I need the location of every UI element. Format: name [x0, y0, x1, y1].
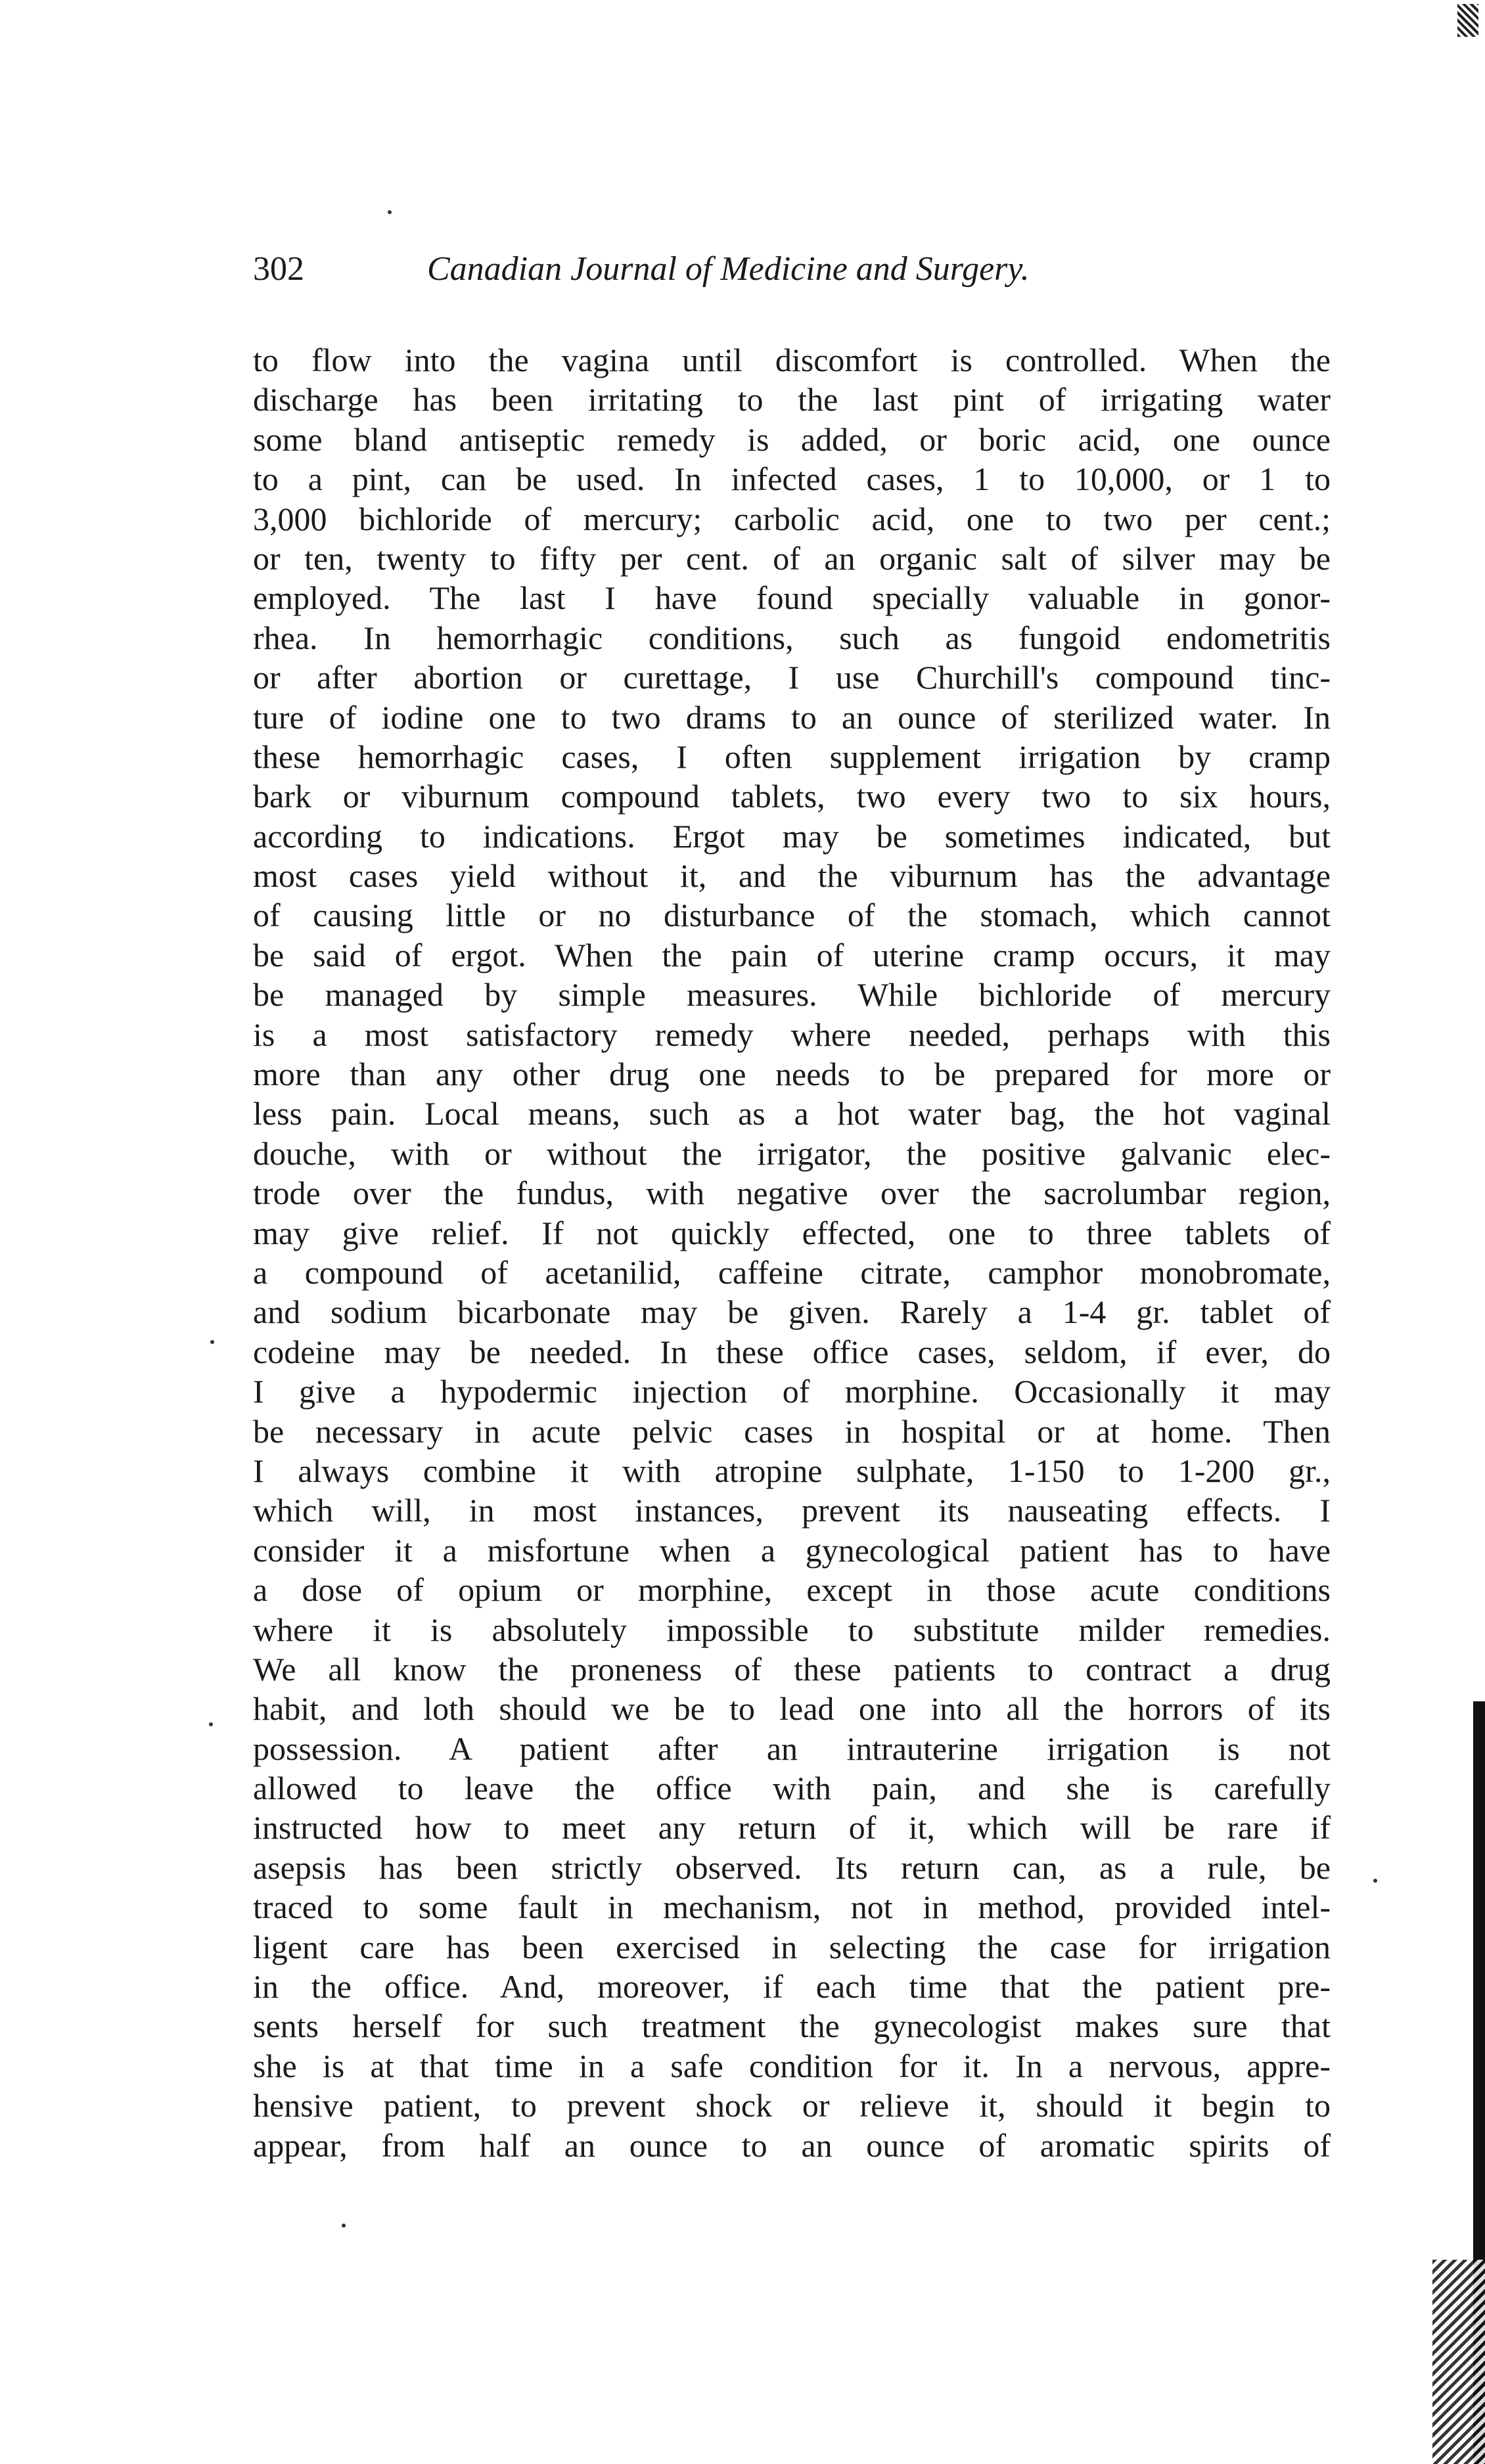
- text-line: instructed how to meet any return of it, which will be rare if: [253, 1809, 1331, 1847]
- text-line: according to indications. Ergot may be sometimes indicated, but: [253, 817, 1331, 855]
- text-line: We all know the proneness of these patients to contract a drug: [253, 1650, 1331, 1688]
- scan-speck: [388, 210, 392, 214]
- text-line: appear, from half an ounce to an ounce of aromatic spirits of: [253, 2126, 1331, 2164]
- text-line: ture of iodine one to two drams to an ounce of sterilized water. In: [253, 698, 1331, 736]
- text-line: possession. A patient after an intrauterine irrigation is not: [253, 1730, 1331, 1767]
- page-header: [253, 250, 1331, 302]
- running-title: Canadian Journal of Medicine and Surgery.: [427, 250, 1030, 288]
- text-line: be managed by simple measures. While bichloride of mercury: [253, 976, 1331, 1014]
- text-line: I always combine it with atropine sulphate, 1-150 to 1-200 gr.,: [253, 1452, 1331, 1489]
- text-line: douche, with or without the irrigator, the positive galvanic elec-: [253, 1134, 1331, 1172]
- text-line: less pain. Local means, such as a hot water bag, the hot vaginal: [253, 1095, 1331, 1132]
- text-line: ligent care has been exercised in selecting the case for irrigation: [253, 1928, 1331, 1965]
- text-line: rhea. In hemorrhagic conditions, such as fungoid endometritis: [253, 619, 1331, 656]
- text-line: may give relief. If not quickly effected, one to three tablets of: [253, 1214, 1331, 1251]
- text-line: hensive patient, to prevent shock or relieve it, should it begin to: [253, 2087, 1331, 2124]
- text-line: consider it a misfortune when a gynecological patient has to have: [253, 1531, 1331, 1569]
- text-line: which will, in most instances, prevent its nauseating effects. I: [253, 1492, 1331, 1529]
- scan-speck: [1373, 1879, 1377, 1883]
- text-line: allowed to leave the office with pain, and she is carefully: [253, 1770, 1331, 1807]
- text-line: she is at that time in a safe condition for it. In a nervous, appre-: [253, 2047, 1331, 2084]
- text-line: to flow into the vagina until discomfort is controlled. When the: [253, 342, 1331, 378]
- text-line: or ten, twenty to fifty per cent. of an organic salt of silver may be: [253, 539, 1331, 577]
- text-line: employed. The last I have found specially valuable in gonor-: [253, 579, 1331, 617]
- text-line: codeine may be needed. In these office cases, seldom, if ever, do: [253, 1333, 1331, 1370]
- scan-speck: [210, 1340, 214, 1344]
- body-text: [253, 340, 1331, 2165]
- text-line: 3,000 bichloride of mercury; carbolic acid, one to two per cent.;: [253, 500, 1331, 537]
- text-line: sents herself for such treatment the gynecologist makes sure that: [253, 2007, 1331, 2045]
- text-line: bark or viburnum compound tablets, two every two to six hours,: [253, 778, 1331, 815]
- text-line: and sodium bicarbonate may be given. Rarely a 1-4 gr. tablet of: [253, 1293, 1331, 1331]
- text-line: these hemorrhagic cases, I often supplement irrigation by cramp: [253, 738, 1331, 775]
- scan-edge-artifact: [1457, 4, 1478, 37]
- text-line: discharge has been irritating to the last pint of irrigating water: [253, 381, 1331, 418]
- scan-edge-artifact-bottom: [1432, 2260, 1485, 2464]
- scan-speck: [209, 1722, 213, 1726]
- text-line: most cases yield without it, and the viburnum has the advantage: [253, 857, 1331, 895]
- page-number: 302: [253, 250, 304, 288]
- text-line: of causing little or no disturbance of the stomach, which cannot: [253, 897, 1331, 934]
- text-line: habit, and loth should we be to lead one into all the horrors of its: [253, 1690, 1331, 1728]
- text-line: be necessary in acute pelvic cases in hospital or at home. Then: [253, 1412, 1331, 1450]
- text-line: where it is absolutely impossible to substitute milder remedies.: [253, 1611, 1331, 1648]
- text-line: in the office. And, moreover, if each time that the patient pre-: [253, 1968, 1331, 2005]
- text-line: or after abortion or curettage, I use Churchill's compound tinc-: [253, 659, 1331, 696]
- text-line: asepsis has been strictly observed. Its return can, as a rule, be: [253, 1848, 1331, 1886]
- text-line: I give a hypodermic injection of morphine. Occasionally it may: [253, 1373, 1331, 1410]
- text-line: a compound of acetanilid, caffeine citrate, camphor monobromate,: [253, 1253, 1331, 1291]
- text-line: trode over the fundus, with negative over the sacrolumbar region,: [253, 1175, 1331, 1212]
- text-line: more than any other drug one needs to be prepared for more or: [253, 1056, 1331, 1093]
- scan-speck: [342, 2224, 346, 2228]
- text-line: traced to some fault in mechanism, not in method, provided intel-: [253, 1889, 1331, 1926]
- text-line: some bland antiseptic remedy is added, or boric acid, one ounce: [253, 420, 1331, 458]
- text-line: a dose of opium or morphine, except in those acute conditions: [253, 1571, 1331, 1609]
- text-line: be said of ergot. When the pain of uterine cramp occurs, it may: [253, 936, 1331, 974]
- text-line: to a pint, can be used. In infected cases, 1 to 10,000, or 1 to: [253, 460, 1331, 498]
- text-line: is a most satisfactory remedy where needed, perhaps with this: [253, 1016, 1331, 1053]
